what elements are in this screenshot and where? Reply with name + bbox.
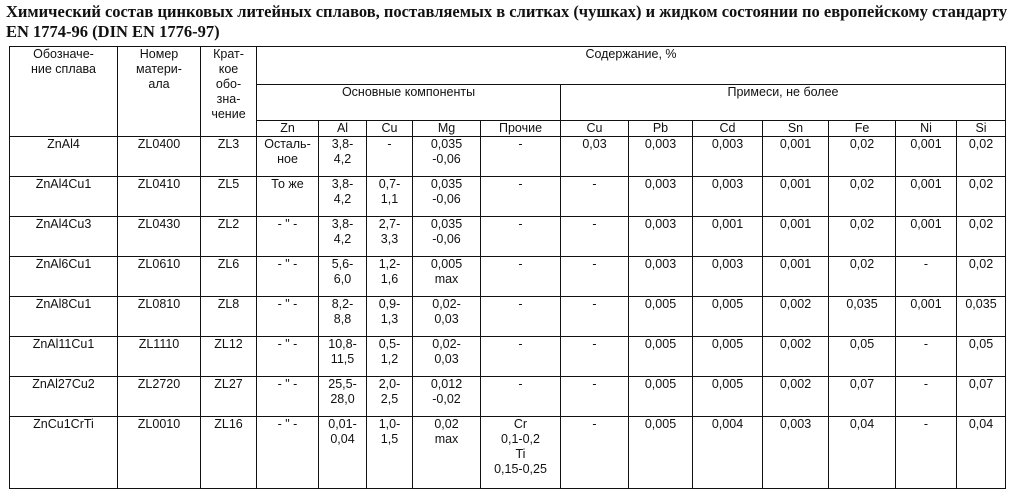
cell-si: 0,02 bbox=[957, 177, 1006, 217]
cell-mg: 0,012 -0,02 bbox=[413, 377, 481, 417]
table-row bbox=[10, 377, 1006, 417]
cell-fe: 0,02 bbox=[829, 177, 896, 217]
cell-si: 0,02 bbox=[957, 217, 1006, 257]
cell-cu: 2,0- 2,5 bbox=[367, 377, 413, 417]
table-row bbox=[10, 177, 1006, 217]
cell-material-number: ZL1110 bbox=[118, 337, 201, 377]
cell-zn: - " - bbox=[257, 337, 319, 377]
cell-al: 5,6- 6,0 bbox=[319, 257, 367, 297]
header-row-1 bbox=[10, 47, 1006, 85]
cell-mg: 0,035 -0,06 bbox=[413, 177, 481, 217]
cell-imp-cu: - bbox=[561, 297, 629, 337]
cell-al: 8,2- 8,8 bbox=[319, 297, 367, 337]
cell-short-designation: ZL2 bbox=[201, 217, 257, 257]
cell-si: 0,07 bbox=[957, 377, 1006, 417]
col-al: Al bbox=[319, 121, 367, 137]
cell-other: - bbox=[481, 217, 561, 257]
col-pb: Pb bbox=[629, 121, 693, 137]
cell-fe: 0,035 bbox=[829, 297, 896, 337]
cell-zn: - " - bbox=[257, 417, 319, 489]
cell-other: - bbox=[481, 337, 561, 377]
col-imp-cu: Cu bbox=[561, 121, 629, 137]
cell-short-designation: ZL27 bbox=[201, 377, 257, 417]
cell-zn: Осталь- ное bbox=[257, 137, 319, 177]
cell-mg: 0,005 max bbox=[413, 257, 481, 297]
cell-fe: 0,02 bbox=[829, 217, 896, 257]
cell-pb: 0,005 bbox=[629, 297, 693, 337]
col-si: Si bbox=[957, 121, 1006, 137]
cell-imp-cu: - bbox=[561, 377, 629, 417]
cell-ni: 0,001 bbox=[896, 177, 957, 217]
cell-material-number: ZL0410 bbox=[118, 177, 201, 217]
cell-al: 0,01- 0,04 bbox=[319, 417, 367, 489]
cell-si: 0,02 bbox=[957, 137, 1006, 177]
cell-alloy: ZnAl4 bbox=[10, 137, 118, 177]
col-other: Прочие bbox=[481, 121, 561, 137]
header-content: Содержание, % bbox=[257, 47, 1006, 85]
cell-other: - bbox=[481, 177, 561, 217]
cell-fe: 0,02 bbox=[829, 257, 896, 297]
table-row bbox=[10, 137, 1006, 177]
cell-material-number: ZL2720 bbox=[118, 377, 201, 417]
cell-zn: То же bbox=[257, 177, 319, 217]
cell-alloy: ZnAl8Cu1 bbox=[10, 297, 118, 337]
cell-mg: 0,02- 0,03 bbox=[413, 337, 481, 377]
cell-mg: 0,035 -0,06 bbox=[413, 217, 481, 257]
col-zn: Zn bbox=[257, 121, 319, 137]
cell-pb: 0,005 bbox=[629, 377, 693, 417]
col-cd: Cd bbox=[693, 121, 763, 137]
col-mg: Mg bbox=[413, 121, 481, 137]
cell-mg: 0,02- 0,03 bbox=[413, 297, 481, 337]
cell-short-designation: ZL3 bbox=[201, 137, 257, 177]
cell-sn: 0,002 bbox=[763, 297, 829, 337]
header-impurities: Примеси, не более bbox=[561, 85, 1006, 121]
header-material-number: Номер матери- ала bbox=[118, 47, 201, 137]
page-title: Химический состав цинковых литейных сплавов, поставляемых в слитках (чушках) и жидком состоянии по европейскому стандарту EN 1774-96 (DIN EN 1776-97) bbox=[6, 2, 1008, 41]
cell-cd: 0,004 bbox=[693, 417, 763, 489]
cell-cu: 2,7- 3,3 bbox=[367, 217, 413, 257]
col-cu: Cu bbox=[367, 121, 413, 137]
cell-alloy: ZnAl4Cu1 bbox=[10, 177, 118, 217]
cell-imp-cu: - bbox=[561, 217, 629, 257]
cell-si: 0,02 bbox=[957, 257, 1006, 297]
cell-alloy: ZnAl11Cu1 bbox=[10, 337, 118, 377]
cell-other: - bbox=[481, 377, 561, 417]
cell-fe: 0,05 bbox=[829, 337, 896, 377]
cell-alloy: ZnAl4Cu3 bbox=[10, 217, 118, 257]
cell-cd: 0,003 bbox=[693, 177, 763, 217]
cell-cd: 0,003 bbox=[693, 137, 763, 177]
cell-material-number: ZL0400 bbox=[118, 137, 201, 177]
col-sn: Sn bbox=[763, 121, 829, 137]
cell-cu: 0,5- 1,2 bbox=[367, 337, 413, 377]
cell-imp-cu: 0,03 bbox=[561, 137, 629, 177]
cell-sn: 0,001 bbox=[763, 177, 829, 217]
table-row bbox=[10, 257, 1006, 297]
cell-short-designation: ZL6 bbox=[201, 257, 257, 297]
cell-pb: 0,003 bbox=[629, 177, 693, 217]
cell-si: 0,04 bbox=[957, 417, 1006, 489]
cell-al: 25,5- 28,0 bbox=[319, 377, 367, 417]
cell-fe: 0,04 bbox=[829, 417, 896, 489]
cell-cu: 1,2- 1,6 bbox=[367, 257, 413, 297]
cell-mg: 0,035 -0,06 bbox=[413, 137, 481, 177]
cell-cd: 0,001 bbox=[693, 217, 763, 257]
cell-short-designation: ZL16 bbox=[201, 417, 257, 489]
col-fe: Fe bbox=[829, 121, 896, 137]
cell-alloy: ZnCu1CrTi bbox=[10, 417, 118, 489]
cell-ni: - bbox=[896, 377, 957, 417]
cell-ni: 0,001 bbox=[896, 217, 957, 257]
cell-si: 0,05 bbox=[957, 337, 1006, 377]
cell-sn: 0,003 bbox=[763, 417, 829, 489]
cell-cd: 0,005 bbox=[693, 377, 763, 417]
cell-other: - bbox=[481, 297, 561, 337]
header-short-designation: Крат- кое обо- зна- чение bbox=[201, 47, 257, 137]
cell-cu: 0,7- 1,1 bbox=[367, 177, 413, 217]
cell-sn: 0,002 bbox=[763, 337, 829, 377]
cell-pb: 0,005 bbox=[629, 337, 693, 377]
cell-imp-cu: - bbox=[561, 337, 629, 377]
cell-fe: 0,02 bbox=[829, 137, 896, 177]
cell-cu: - bbox=[367, 137, 413, 177]
cell-ni: - bbox=[896, 417, 957, 489]
cell-ni: 0,001 bbox=[896, 297, 957, 337]
cell-cu: 1,0- 1,5 bbox=[367, 417, 413, 489]
cell-fe: 0,07 bbox=[829, 377, 896, 417]
cell-sn: 0,001 bbox=[763, 217, 829, 257]
cell-material-number: ZL0610 bbox=[118, 257, 201, 297]
cell-si: 0,035 bbox=[957, 297, 1006, 337]
header-designation: Обозначе- ние сплава bbox=[10, 47, 118, 137]
cell-other: - bbox=[481, 257, 561, 297]
cell-material-number: ZL0810 bbox=[118, 297, 201, 337]
cell-mg: 0,02 max bbox=[413, 417, 481, 489]
cell-pb: 0,005 bbox=[629, 417, 693, 489]
table-row bbox=[10, 297, 1006, 337]
cell-alloy: ZnAl6Cu1 bbox=[10, 257, 118, 297]
cell-short-designation: ZL12 bbox=[201, 337, 257, 377]
cell-zn: - " - bbox=[257, 257, 319, 297]
cell-pb: 0,003 bbox=[629, 257, 693, 297]
cell-short-designation: ZL8 bbox=[201, 297, 257, 337]
header-main-components: Основные компоненты bbox=[257, 85, 561, 121]
cell-al: 3,8- 4,2 bbox=[319, 137, 367, 177]
cell-ni: 0,001 bbox=[896, 137, 957, 177]
cell-pb: 0,003 bbox=[629, 217, 693, 257]
table-row bbox=[10, 337, 1006, 377]
cell-cu: 0,9- 1,3 bbox=[367, 297, 413, 337]
cell-imp-cu: - bbox=[561, 177, 629, 217]
composition-table bbox=[9, 46, 1006, 489]
cell-material-number: ZL0010 bbox=[118, 417, 201, 489]
cell-sn: 0,001 bbox=[763, 257, 829, 297]
cell-short-designation: ZL5 bbox=[201, 177, 257, 217]
table-row bbox=[10, 217, 1006, 257]
cell-other: - bbox=[481, 137, 561, 177]
cell-al: 10,8- 11,5 bbox=[319, 337, 367, 377]
cell-ni: - bbox=[896, 337, 957, 377]
cell-ni: - bbox=[896, 257, 957, 297]
cell-al: 3,8- 4,2 bbox=[319, 177, 367, 217]
cell-material-number: ZL0430 bbox=[118, 217, 201, 257]
cell-zn: - " - bbox=[257, 217, 319, 257]
cell-sn: 0,002 bbox=[763, 377, 829, 417]
cell-pb: 0,003 bbox=[629, 137, 693, 177]
cell-cd: 0,005 bbox=[693, 297, 763, 337]
cell-al: 3,8- 4,2 bbox=[319, 217, 367, 257]
cell-zn: - " - bbox=[257, 377, 319, 417]
cell-other: Cr 0,1-0,2 Ti 0,15-0,25 bbox=[481, 417, 561, 489]
cell-zn: - " - bbox=[257, 297, 319, 337]
cell-sn: 0,001 bbox=[763, 137, 829, 177]
col-ni: Ni bbox=[896, 121, 957, 137]
table-row bbox=[10, 417, 1006, 489]
cell-imp-cu: - bbox=[561, 257, 629, 297]
cell-alloy: ZnAl27Cu2 bbox=[10, 377, 118, 417]
cell-cd: 0,005 bbox=[693, 337, 763, 377]
cell-cd: 0,003 bbox=[693, 257, 763, 297]
cell-imp-cu: - bbox=[561, 417, 629, 489]
